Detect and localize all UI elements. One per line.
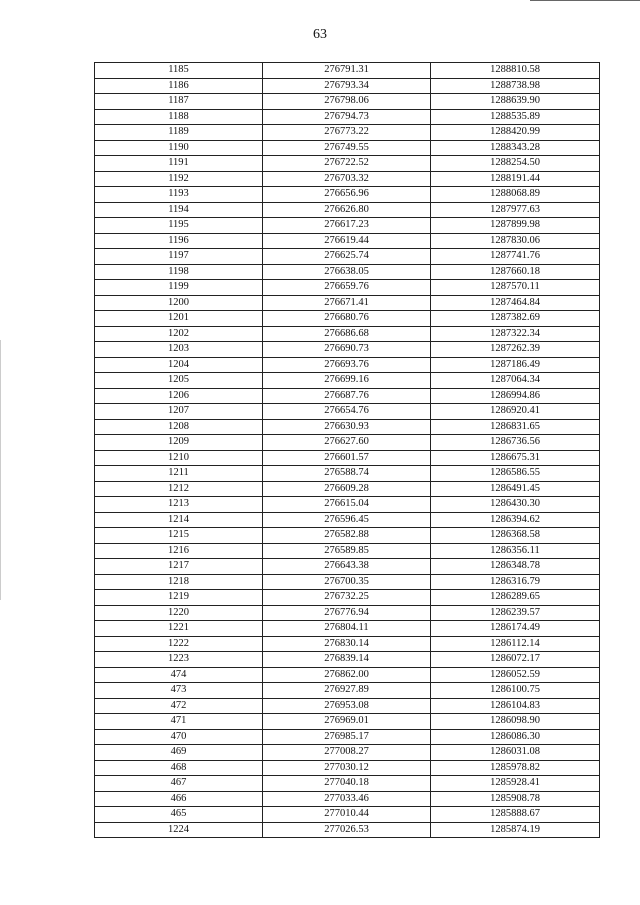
x-coordinate-cell: 276798.06 [263, 94, 431, 110]
x-coordinate-cell: 276794.73 [263, 109, 431, 125]
y-coordinate-cell: 1287741.76 [431, 249, 600, 265]
y-coordinate-cell: 1286098.90 [431, 714, 600, 730]
y-coordinate-cell: 1286356.11 [431, 543, 600, 559]
table-row [95, 822, 600, 838]
table-row [95, 807, 600, 823]
y-coordinate-cell: 1287464.84 [431, 295, 600, 311]
y-coordinate-cell: 1286239.57 [431, 605, 600, 621]
y-coordinate-cell: 1287322.34 [431, 326, 600, 342]
table-row [95, 140, 600, 156]
x-coordinate-cell: 276749.55 [263, 140, 431, 156]
x-coordinate-cell: 276732.25 [263, 590, 431, 606]
x-coordinate-cell: 276659.76 [263, 280, 431, 296]
y-coordinate-cell: 1286675.31 [431, 450, 600, 466]
point-number-cell: 1218 [95, 574, 263, 590]
table-row [95, 357, 600, 373]
table-row [95, 543, 600, 559]
y-coordinate-cell: 1287660.18 [431, 264, 600, 280]
y-coordinate-cell: 1288343.28 [431, 140, 600, 156]
table-row [95, 171, 600, 187]
x-coordinate-cell: 276686.68 [263, 326, 431, 342]
table-row [95, 311, 600, 327]
point-number-cell: 1216 [95, 543, 263, 559]
coordinates-table-body [95, 63, 600, 838]
x-coordinate-cell: 276693.76 [263, 357, 431, 373]
point-number-cell: 1191 [95, 156, 263, 172]
table-row [95, 295, 600, 311]
y-coordinate-cell: 1286072.17 [431, 652, 600, 668]
point-number-cell: 1204 [95, 357, 263, 373]
x-coordinate-cell: 276656.96 [263, 187, 431, 203]
point-number-cell: 469 [95, 745, 263, 761]
point-number-cell: 473 [95, 683, 263, 699]
table-row [95, 94, 600, 110]
y-coordinate-cell: 1285978.82 [431, 760, 600, 776]
y-coordinate-cell: 1286394.62 [431, 512, 600, 528]
table-row [95, 776, 600, 792]
y-coordinate-cell: 1286289.65 [431, 590, 600, 606]
y-coordinate-cell: 1287064.34 [431, 373, 600, 389]
x-coordinate-cell: 276654.76 [263, 404, 431, 420]
y-coordinate-cell: 1287977.63 [431, 202, 600, 218]
coordinates-table [94, 62, 600, 838]
y-coordinate-cell: 1286104.83 [431, 698, 600, 714]
x-coordinate-cell: 276722.52 [263, 156, 431, 172]
x-coordinate-cell: 276626.80 [263, 202, 431, 218]
x-coordinate-cell: 277030.12 [263, 760, 431, 776]
point-number-cell: 1223 [95, 652, 263, 668]
table-row [95, 249, 600, 265]
point-number-cell: 1213 [95, 497, 263, 513]
x-coordinate-cell: 276927.89 [263, 683, 431, 699]
table-row [95, 280, 600, 296]
x-coordinate-cell: 276804.11 [263, 621, 431, 637]
x-coordinate-cell: 276643.38 [263, 559, 431, 575]
x-coordinate-cell: 276953.08 [263, 698, 431, 714]
y-coordinate-cell: 1287382.69 [431, 311, 600, 327]
point-number-cell: 1212 [95, 481, 263, 497]
table-row [95, 156, 600, 172]
x-coordinate-cell: 276776.94 [263, 605, 431, 621]
point-number-cell: 472 [95, 698, 263, 714]
point-number-cell: 1199 [95, 280, 263, 296]
x-coordinate-cell: 276793.34 [263, 78, 431, 94]
point-number-cell: 1224 [95, 822, 263, 838]
y-coordinate-cell: 1286920.41 [431, 404, 600, 420]
table-row [95, 559, 600, 575]
x-coordinate-cell: 276862.00 [263, 667, 431, 683]
y-coordinate-cell: 1287186.49 [431, 357, 600, 373]
y-coordinate-cell: 1285888.67 [431, 807, 600, 823]
x-coordinate-cell: 277008.27 [263, 745, 431, 761]
point-number-cell: 1195 [95, 218, 263, 234]
y-coordinate-cell: 1288191.44 [431, 171, 600, 187]
y-coordinate-cell: 1288068.89 [431, 187, 600, 203]
x-coordinate-cell: 276680.76 [263, 311, 431, 327]
x-coordinate-cell: 276671.41 [263, 295, 431, 311]
point-number-cell: 466 [95, 791, 263, 807]
table-row [95, 78, 600, 94]
point-number-cell: 1196 [95, 233, 263, 249]
point-number-cell: 1202 [95, 326, 263, 342]
point-number-cell: 1198 [95, 264, 263, 280]
table-row [95, 698, 600, 714]
point-number-cell: 1188 [95, 109, 263, 125]
y-coordinate-cell: 1288810.58 [431, 63, 600, 79]
table-row [95, 590, 600, 606]
y-coordinate-cell: 1286831.65 [431, 419, 600, 435]
point-number-cell: 1207 [95, 404, 263, 420]
table-row [95, 202, 600, 218]
x-coordinate-cell: 276619.44 [263, 233, 431, 249]
point-number-cell: 1215 [95, 528, 263, 544]
table-row [95, 605, 600, 621]
x-coordinate-cell: 276839.14 [263, 652, 431, 668]
y-coordinate-cell: 1285874.19 [431, 822, 600, 838]
point-number-cell: 1193 [95, 187, 263, 203]
y-coordinate-cell: 1286086.30 [431, 729, 600, 745]
point-number-cell: 467 [95, 776, 263, 792]
point-number-cell: 1205 [95, 373, 263, 389]
y-coordinate-cell: 1286031.08 [431, 745, 600, 761]
x-coordinate-cell: 276703.32 [263, 171, 431, 187]
y-coordinate-cell: 1286430.30 [431, 497, 600, 513]
x-coordinate-cell: 276596.45 [263, 512, 431, 528]
y-coordinate-cell: 1286052.59 [431, 667, 600, 683]
y-coordinate-cell: 1285928.41 [431, 776, 600, 792]
point-number-cell: 1220 [95, 605, 263, 621]
table-row [95, 528, 600, 544]
table-row [95, 791, 600, 807]
table-row [95, 667, 600, 683]
x-coordinate-cell: 277010.44 [263, 807, 431, 823]
point-number-cell: 1221 [95, 621, 263, 637]
x-coordinate-cell: 277040.18 [263, 776, 431, 792]
table-row [95, 233, 600, 249]
x-coordinate-cell: 276630.93 [263, 419, 431, 435]
y-coordinate-cell: 1286736.56 [431, 435, 600, 451]
y-coordinate-cell: 1287570.11 [431, 280, 600, 296]
table-row [95, 125, 600, 141]
table-row [95, 264, 600, 280]
point-number-cell: 1187 [95, 94, 263, 110]
y-coordinate-cell: 1286491.45 [431, 481, 600, 497]
table-row [95, 714, 600, 730]
x-coordinate-cell: 276830.14 [263, 636, 431, 652]
point-number-cell: 1210 [95, 450, 263, 466]
table-row [95, 497, 600, 513]
x-coordinate-cell: 276791.31 [263, 63, 431, 79]
table-row [95, 404, 600, 420]
point-number-cell: 1203 [95, 342, 263, 358]
point-number-cell: 470 [95, 729, 263, 745]
page-number: 63 [313, 27, 327, 42]
point-number-cell: 1185 [95, 63, 263, 79]
x-coordinate-cell: 276687.76 [263, 388, 431, 404]
table-row [95, 435, 600, 451]
point-number-cell: 1194 [95, 202, 263, 218]
table-row [95, 326, 600, 342]
x-coordinate-cell: 276690.73 [263, 342, 431, 358]
page-edge-shadow [0, 340, 1, 600]
y-coordinate-cell: 1286100.75 [431, 683, 600, 699]
point-number-cell: 474 [95, 667, 263, 683]
x-coordinate-cell: 276699.16 [263, 373, 431, 389]
point-number-cell: 1222 [95, 636, 263, 652]
x-coordinate-cell: 276985.17 [263, 729, 431, 745]
y-coordinate-cell: 1286994.86 [431, 388, 600, 404]
point-number-cell: 1189 [95, 125, 263, 141]
point-number-cell: 1214 [95, 512, 263, 528]
y-coordinate-cell: 1285908.78 [431, 791, 600, 807]
y-coordinate-cell: 1288738.98 [431, 78, 600, 94]
table-row [95, 621, 600, 637]
point-number-cell: 1208 [95, 419, 263, 435]
table-row [95, 652, 600, 668]
x-coordinate-cell: 277033.46 [263, 791, 431, 807]
y-coordinate-cell: 1288420.99 [431, 125, 600, 141]
point-number-cell: 1211 [95, 466, 263, 482]
table-row [95, 419, 600, 435]
table-row [95, 760, 600, 776]
y-coordinate-cell: 1286348.78 [431, 559, 600, 575]
page-edge-line [530, 0, 640, 1]
table-row [95, 636, 600, 652]
x-coordinate-cell: 276617.23 [263, 218, 431, 234]
point-number-cell: 465 [95, 807, 263, 823]
table-row [95, 512, 600, 528]
x-coordinate-cell: 276582.88 [263, 528, 431, 544]
point-number-cell: 1217 [95, 559, 263, 575]
point-number-cell: 471 [95, 714, 263, 730]
x-coordinate-cell: 276601.57 [263, 450, 431, 466]
y-coordinate-cell: 1287830.06 [431, 233, 600, 249]
table-row [95, 218, 600, 234]
x-coordinate-cell: 276609.28 [263, 481, 431, 497]
x-coordinate-cell: 276625.74 [263, 249, 431, 265]
point-number-cell: 1206 [95, 388, 263, 404]
point-number-cell: 1190 [95, 140, 263, 156]
x-coordinate-cell: 276700.35 [263, 574, 431, 590]
y-coordinate-cell: 1287262.39 [431, 342, 600, 358]
table-row [95, 373, 600, 389]
point-number-cell: 1219 [95, 590, 263, 606]
x-coordinate-cell: 276615.04 [263, 497, 431, 513]
x-coordinate-cell: 276589.85 [263, 543, 431, 559]
point-number-cell: 1186 [95, 78, 263, 94]
y-coordinate-cell: 1288639.90 [431, 94, 600, 110]
y-coordinate-cell: 1286586.55 [431, 466, 600, 482]
x-coordinate-cell: 276588.74 [263, 466, 431, 482]
table-row [95, 187, 600, 203]
point-number-cell: 1192 [95, 171, 263, 187]
table-row [95, 63, 600, 79]
y-coordinate-cell: 1288254.50 [431, 156, 600, 172]
point-number-cell: 1201 [95, 311, 263, 327]
x-coordinate-cell: 277026.53 [263, 822, 431, 838]
x-coordinate-cell: 276773.22 [263, 125, 431, 141]
point-number-cell: 468 [95, 760, 263, 776]
table-row [95, 574, 600, 590]
point-number-cell: 1197 [95, 249, 263, 265]
table-row [95, 342, 600, 358]
table-row [95, 109, 600, 125]
y-coordinate-cell: 1286174.49 [431, 621, 600, 637]
table-row [95, 466, 600, 482]
x-coordinate-cell: 276969.01 [263, 714, 431, 730]
y-coordinate-cell: 1287899.98 [431, 218, 600, 234]
point-number-cell: 1200 [95, 295, 263, 311]
y-coordinate-cell: 1286316.79 [431, 574, 600, 590]
y-coordinate-cell: 1288535.89 [431, 109, 600, 125]
table-row [95, 481, 600, 497]
table-row [95, 388, 600, 404]
y-coordinate-cell: 1286112.14 [431, 636, 600, 652]
x-coordinate-cell: 276638.05 [263, 264, 431, 280]
y-coordinate-cell: 1286368.58 [431, 528, 600, 544]
x-coordinate-cell: 276627.60 [263, 435, 431, 451]
table-row [95, 450, 600, 466]
point-number-cell: 1209 [95, 435, 263, 451]
table-row [95, 683, 600, 699]
table-row [95, 745, 600, 761]
table-row [95, 729, 600, 745]
